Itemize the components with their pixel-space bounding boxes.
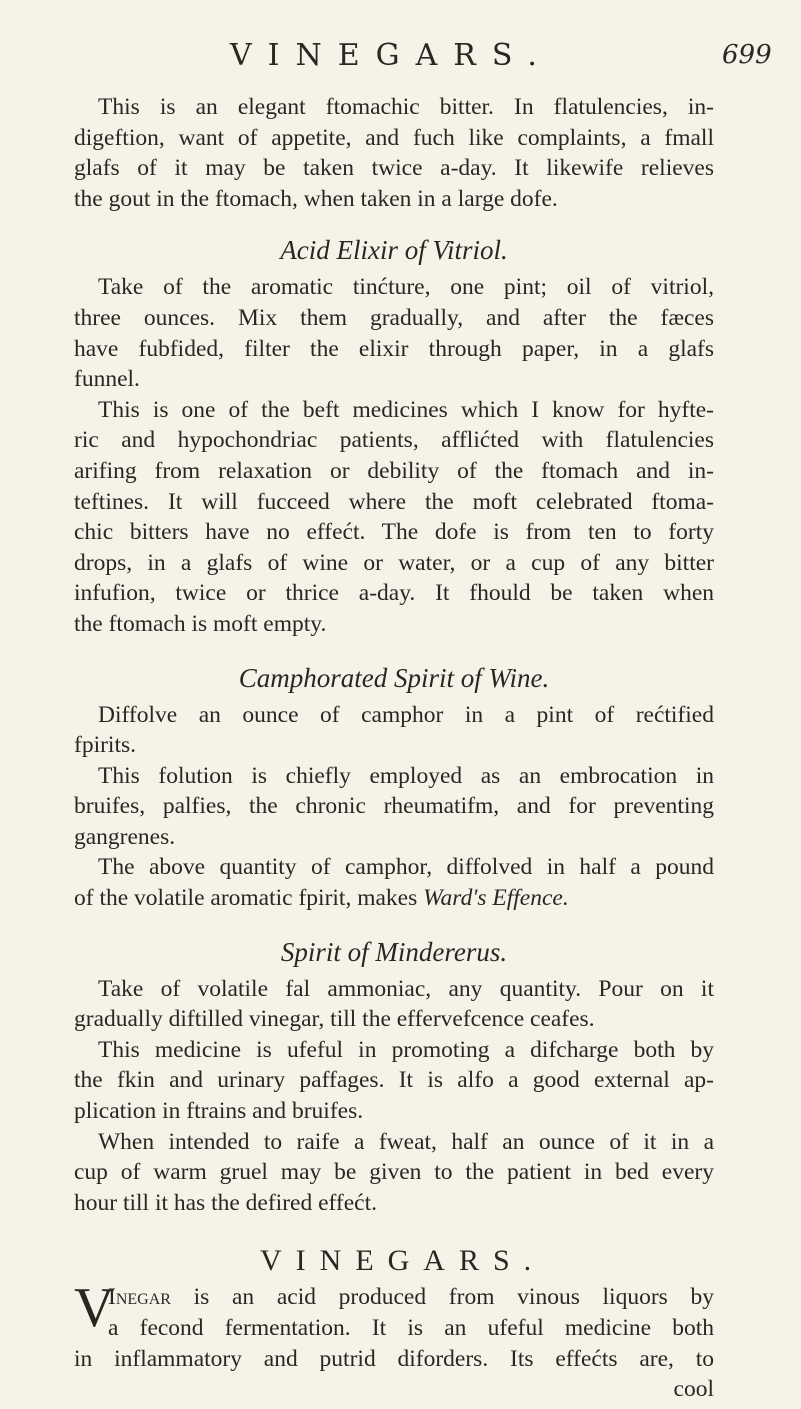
text-line: digeftion, want of appetite, and fuch like complaints, a fmall bbox=[74, 124, 714, 151]
intro-paragraph bbox=[74, 92, 714, 214]
text-run: of the volatile aromatic fpirit, makes bbox=[74, 885, 424, 912]
text-line: chic bitters have no effećt. The dofe is from ten to forty bbox=[74, 519, 714, 546]
camphorated-usage bbox=[74, 761, 714, 853]
section-heading-acid-elixir: Acid Elixir of Vitriol. bbox=[280, 235, 508, 266]
text-line: gradually diftilled vinegar, till the effervefcence ceafes. bbox=[74, 1006, 595, 1033]
text-line: the fkin and urinary paffages. It is alfo a good external ap- bbox=[74, 1067, 714, 1094]
text-line: drops, in a glafs of wine or water, or a cup of any bitter bbox=[74, 549, 714, 576]
text-line: When intended to raife a fweat, half an ounce of it in a bbox=[98, 1128, 714, 1155]
text-line: have fubfided, filter the elixir through paper, in a glafs bbox=[74, 335, 714, 362]
text-line: ric and hypochondriac patients, afflićted with flatulencies bbox=[74, 427, 714, 454]
text-line: Take of the aromatic tinćture, one pint; oil of vitriol, bbox=[98, 274, 714, 301]
text-line: three ounces. Mix them gradually, and after the fæces bbox=[74, 304, 714, 331]
text-line: arifing from relaxation or debility of the ftomach and in- bbox=[74, 457, 714, 484]
acid-elixir-recipe bbox=[74, 272, 714, 394]
text-line: This is an elegant ftomachic bitter. In flatulencies, in- bbox=[98, 94, 714, 120]
text-line: fpirits. bbox=[74, 732, 137, 759]
text-line: in inflammatory and putrid diforders. Its effećts are, to bbox=[74, 1345, 714, 1372]
text-line: cup of warm gruel may be given to the patient in bed every bbox=[74, 1159, 714, 1186]
text-run: is an acid produced from vinous liquors by bbox=[170, 1284, 714, 1311]
text-line: Diffolve an ounce of camphor in a pint of rećtified bbox=[98, 701, 714, 728]
acid-elixir-usage bbox=[74, 395, 714, 640]
text-line: gangrenes. bbox=[74, 823, 176, 850]
page-number: 699 bbox=[722, 40, 772, 70]
camphorated-recipe bbox=[74, 700, 714, 761]
first-word: Inegar bbox=[108, 1284, 171, 1311]
text-line: glafs of it may be taken twice a-day. It likewife relieves bbox=[74, 155, 714, 182]
section-heading-camphorated-spirit: Camphorated Spirit of Wine. bbox=[238, 662, 550, 693]
text-line: This medicine is ufeful in promoting a difcharge both by bbox=[98, 1036, 714, 1063]
camphorated-ward-essence bbox=[74, 852, 714, 913]
running-header: VINEGARS. bbox=[230, 38, 553, 73]
text-line: This is one of the beft medicines which I know for hyfte- bbox=[98, 396, 714, 423]
text-line: a fecond fermentation. It is an ufeful medicine both bbox=[108, 1315, 714, 1341]
vinegars-intro bbox=[74, 1277, 714, 1404]
mindererus-dosage bbox=[74, 1127, 714, 1219]
text-line bbox=[74, 1282, 714, 1313]
text-line: hour till it has the defired effećt. bbox=[74, 1189, 377, 1216]
text-line: bruifes, palfies, the chronic rheumatifm, and for preventing bbox=[74, 793, 714, 820]
mindererus-usage bbox=[74, 1035, 714, 1127]
catchword: cool bbox=[673, 1376, 714, 1403]
page-body bbox=[74, 92, 714, 1405]
section-heading-vinegars: VINEGARS. bbox=[260, 1244, 546, 1278]
text-line: Take of volatile fal ammoniac, any quantity. Pour on it bbox=[98, 975, 714, 1002]
text-line: This folution is chiefly employed as an embrocation in bbox=[98, 762, 714, 789]
mindererus-recipe bbox=[74, 974, 714, 1035]
text-line: teftines. It will fucceed where the moft celebrated ftoma- bbox=[74, 488, 714, 515]
drop-cap: V bbox=[74, 1277, 115, 1340]
text-line: the gout in the ftomach, when taken in a large dofe. bbox=[74, 185, 558, 212]
text-line bbox=[74, 883, 714, 914]
wards-essence-title: Ward's Effence. bbox=[423, 885, 569, 912]
text-line: The above quantity of camphor, diffolved in half a pound bbox=[98, 854, 714, 881]
section-heading-mindererus: Spirit of Mindererus. bbox=[280, 936, 508, 967]
text-line: plication in ftrains and bruifes. bbox=[74, 1098, 364, 1125]
text-line: the ftomach is moft empty. bbox=[74, 610, 327, 637]
text-line: funnel. bbox=[74, 366, 140, 393]
text-line: infufion, twice or thrice a-day. It fhould be taken when bbox=[74, 580, 714, 607]
